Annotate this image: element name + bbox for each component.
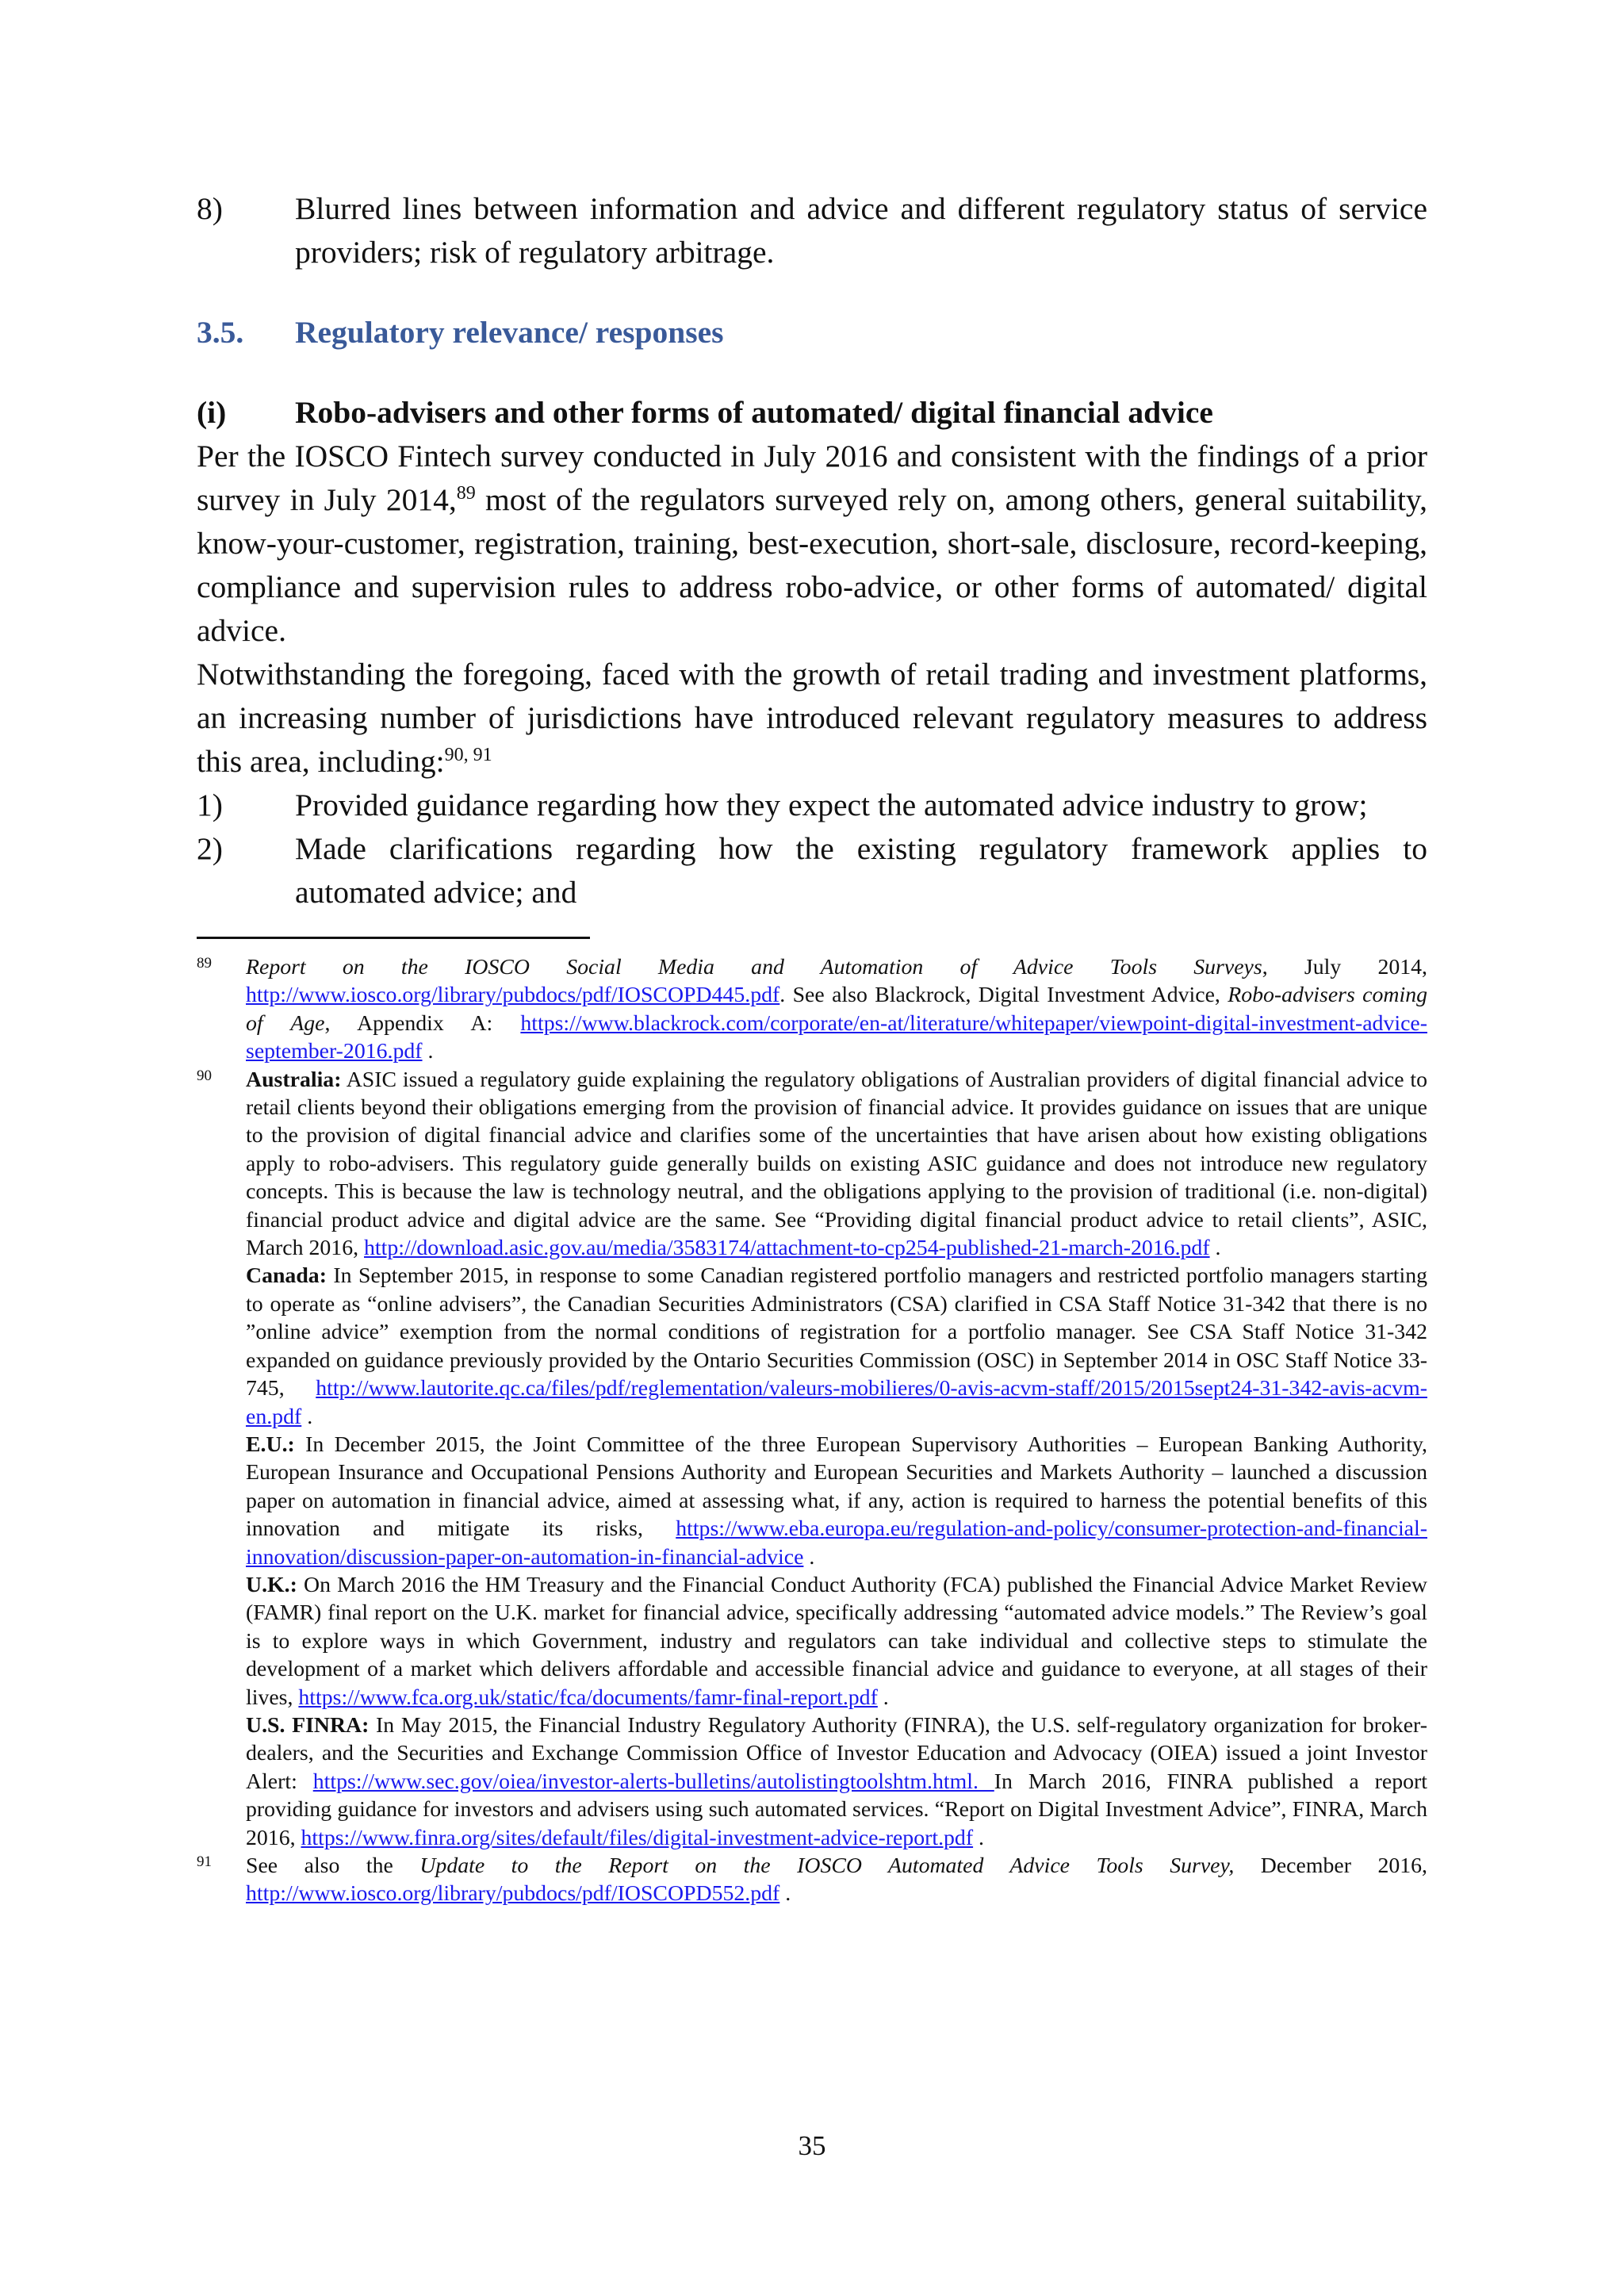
footnote-text: . See also Blackrock, Digital Investment Advice, [779,983,1228,1008]
footnote-91 [197,1852,1427,1908]
footnote-text: See also the [246,1853,420,1878]
footnote-text: In May 2015, the Financial Industry Regulatory Authority (FINRA), the U.S. self-regulatory organization for broker-dealers, and the Securities and Exchange Commission Office of Investor Education and Advocacy (OIEA) issued a joint Investor Alert: [246,1712,1427,1794]
footnote-body [246,953,1427,1066]
footnote-us [246,1711,1427,1852]
section-title: Regulatory relevance/ responses [295,315,724,350]
list-item-text: Provided guidance regarding how they expect the automated advice industry to grow; [295,788,1368,822]
jurisdiction-label: U.K.: [246,1572,297,1597]
footnote-link[interactable]: http://download.asic.gov.au/media/3583174/attachment-to-cp254-published-21-march-2016.pdf [364,1236,1210,1261]
list-item-text: Made clarifications regarding how the existing regulatory framework applies to automated advice; and [295,831,1427,910]
footnote-number: 91 [197,1853,212,1870]
footnote-link[interactable]: https://www.blackrock.com/corporate/en-at/literature/whitepaper/viewpoint-digital-investment-advice-september-2016.pdf [246,1010,1427,1064]
main-text [197,187,1427,914]
footnote-text: In September 2015, in response to some Canadian registered portfolio managers and restricted portfolio managers starting to operate as “online advisers”, the Canadian Securities Administrators (CSA) clarified in CSA Staff Notice 31-342 that there is no ”online advice” exemption from the normal conditions of registration for a portfolio manager. See CSA Staff Notice 31-342 expanded on guidance previously provided by the Ontario Securities Commission (OSC) in September 2014 in OSC Staff Notice 33-745, [246,1263,1427,1401]
list-item-1 [197,784,1427,827]
subsection-heading [197,391,1427,435]
footnote-ref-89[interactable]: 89 [456,482,476,504]
list-item-2 [197,827,1427,914]
subsection-title: Robo-advisers and other forms of automated/ digital financial advice [295,395,1213,430]
footnote-text: . [973,1825,984,1850]
footnote-text: , Appendix A: [324,1010,521,1036]
footnote-body [246,1066,1427,1852]
footnote-text: . [779,1881,791,1907]
section-number: 3.5. [197,315,244,350]
paragraph-text: most of the regulators surveyed rely on, among others, general suitability, know-your-customer, registration, training, best-execution, short-sale, disclosure, record-keeping, compliance and supervision rules to address robo-advice, or other forms of automated/ digital advice. [197,482,1427,648]
footnote-text: On March 2016 the HM Treasury and the Financial Conduct Authority (FCA) published the Financial Advice Market Review (FAMR) final report on the U.K. market for financial advice, specifically addressing “automated advice models.” The Review’s goal is to explore ways in which Government, industry and regulators can take individual and collective steps to stimulate the development of a market which delivers affordable and accessible financial advice and guidance to everyone, at all stages of their lives, [246,1572,1427,1710]
footnote-uk [246,1571,1427,1711]
footnote-90 [197,1066,1427,1852]
list-item-text: Blurred lines between information and advice and different regulatory status of service providers; risk of regulatory arbitrage. [295,191,1427,270]
list-item-number: 8) [197,191,223,226]
subsection-number: (i) [197,395,227,430]
footnote-link[interactable]: https://www.eba.europa.eu/regulation-and-policy/consumer-protection-and-financial-innovation/discussion-paper-on-automation-in-financial-advice [246,1516,1427,1570]
paragraph-text: Per the IOSCO Fintech survey conducted in July 2016 and consistent with the findings of a prior survey in July 2014, [197,439,1427,517]
footnote-number: 90 [197,1067,212,1084]
footnote-text: . [422,1039,434,1064]
footnote-australia [246,1066,1427,1263]
footnote-89 [197,953,1427,1066]
footnotes [197,953,1427,1908]
footnote-canada [246,1262,1427,1430]
footnote-text: . [877,1685,889,1710]
footnote-ref-90-91[interactable]: 90, 91 [444,744,492,765]
footnote-link[interactable]: https://www.sec.gov/oiea/investor-alerts-bulletins/autolistingtoolshtm.html. [312,1769,994,1794]
footnote-title: Report on the IOSCO Social Media and Automation of Advice Tools Surveys [246,955,1262,979]
footnote-text: ASIC issued a regulatory guide explaining the regulatory obligations of Australian providers of digital financial advice to retail clients beyond their obligations emerging from the provision of financial advice. It provides guidance on issues that are unique to the provision of digital financial advice and clarifies some of the uncertainties that have arisen about how existing obligations apply to robo-advisers. This regulatory guide generally builds on existing ASIC guidance and does not introduce new regulatory concepts. This is because the law is technology neutral, and the obligations applying to the provision of traditional (i.e. non-digital) financial product advice and digital advice are the same. See “Providing digital financial product advice to retail clients”, ASIC, March 2016, [246,1067,1427,1261]
jurisdiction-label: U.S. FINRA: [246,1712,370,1738]
list-item-8 [197,187,1427,274]
footnote-title: Update to the Report on the IOSCO Automated Advice Tools Survey, [419,1853,1235,1878]
paragraph-measures [197,653,1427,784]
footnote-body [246,1852,1427,1908]
jurisdiction-label: Australia: [246,1067,342,1092]
footnote-link[interactable]: http://www.iosco.org/library/pubdocs/pdf/IOSCOPD552.pdf [246,1881,780,1907]
footnote-number: 89 [197,955,212,972]
footnote-text: In December 2015, the Joint Committee of the three European Supervisory Authorities – European Banking Authority, European Insurance and Occupational Pensions Authority and European Securities and Markets Authority – launched a discussion paper on automation in financial advice, aimed at assessing what, if any, action is required to harness the potential benefits of this innovation and mitigate its risks, [246,1432,1427,1542]
footnote-text: . [1209,1236,1221,1261]
footnote-link[interactable]: http://www.lautorite.qc.ca/files/pdf/reglementation/valeurs-mobilieres/0-avis-acvm-staff/2015/2015sept24-31-342-avis-acvm-en.pdf [246,1376,1427,1429]
footnote-eu [246,1431,1427,1571]
list-item-number: 2) [197,831,223,866]
footnote-text: . [301,1404,313,1429]
footnote-link[interactable]: http://www.iosco.org/library/pubdocs/pdf/IOSCOPD445.pdf [246,983,780,1008]
footnote-link[interactable]: https://www.fca.org.uk/static/fca/documents/famr-final-report.pdf [298,1685,878,1710]
paragraph-survey [197,435,1427,653]
list-item-number: 1) [197,788,223,822]
section-heading [197,311,1427,355]
page-number: 35 [798,2130,826,2161]
footnote-text: , July 2014, [1262,955,1428,979]
footnote-text: December 2016, [1234,1853,1428,1878]
paragraph-text: Notwithstanding the foregoing, faced with the growth of retail trading and investment platforms, an increasing number of jurisdictions have introduced relevant regulatory measures to address this area, including: [197,657,1427,779]
jurisdiction-label: E.U.: [246,1432,295,1457]
footnote-title: Robo-advisers coming of Age [246,983,1427,1036]
footnote-text: In March 2016, FINRA published a report providing guidance for investors and advisers using such automated services. “Report on Digital Investment Advice”, FINRA, March 2016, [246,1769,1427,1850]
footnote-separator [197,937,590,939]
jurisdiction-label: Canada: [246,1263,327,1289]
footnote-text: . [803,1544,815,1570]
footnote-link[interactable]: https://www.finra.org/sites/default/files/digital-investment-advice-report.pdf [301,1825,974,1850]
